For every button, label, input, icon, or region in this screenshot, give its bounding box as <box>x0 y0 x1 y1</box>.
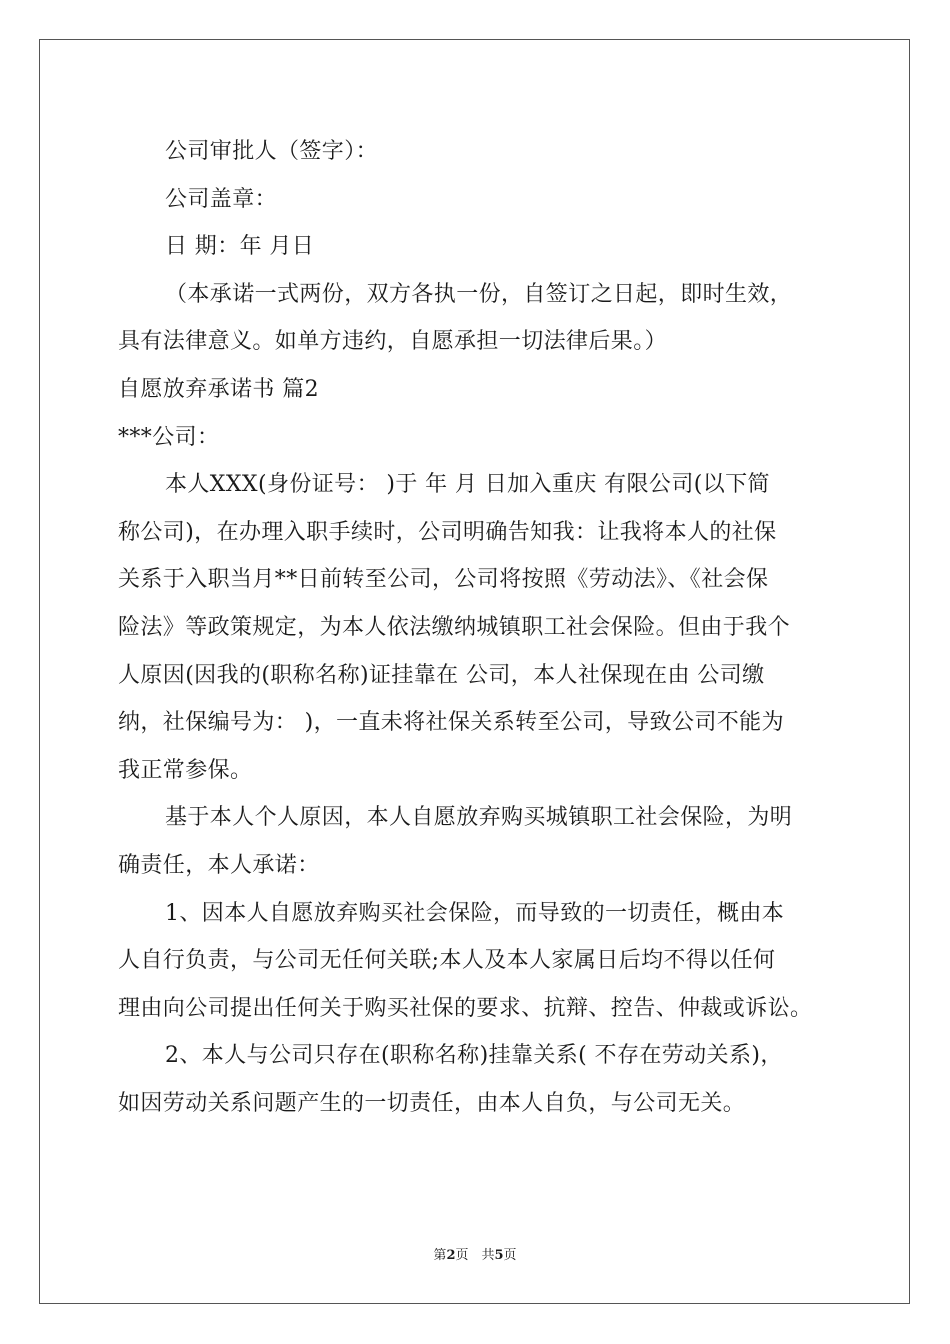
page-number-footer <box>0 1246 950 1266</box>
commitment-1-line-3: 理由向公司提出任何关于购买社保的要求、抗辩、控告、仲裁或诉讼。 <box>118 995 813 1021</box>
total-page-number: 5 <box>494 1248 504 1263</box>
commitment-2-line-2: 如因劳动关系问题产生的一切责任，由本人自负，与公司无关。 <box>118 1090 746 1116</box>
addressee: ***公司： <box>118 424 220 450</box>
paragraph-1-line-7: 我正常参保。 <box>118 757 253 783</box>
paragraph-2-line-2: 确责任，本人承诺： <box>118 852 320 878</box>
paragraph-2-line-1: 基于本人个人原因，本人自愿放弃购买城镇职工社会保险，为明 <box>165 805 793 831</box>
page-suffix: 页 <box>503 1248 517 1263</box>
paragraph-1-line-1: 本人XXX(身份证号： )于 年 月 日加入重庆 有限公司(以下简 <box>165 472 770 498</box>
company-seal-line: 公司盖章： <box>165 186 278 212</box>
paragraph-1-line-4: 险法》等政策规定，为本人依法缴纳城镇职工社会保险。但由于我个 <box>118 614 791 640</box>
commitment-1-line-1: 1、因本人自愿放弃购买社会保险，而导致的一切责任，概由本 <box>165 900 785 926</box>
approver-signature-line: 公司审批人（签字）： <box>165 139 379 164</box>
commitment-2-line-1: 2、本人与公司只存在(职称名称)挂靠关系( 不存在劳动关系)， <box>165 1043 783 1069</box>
validity-note-line-1: （本承诺一式两份，双方各执一份，自签订之日起，即时生效， <box>165 281 793 307</box>
document-body <box>118 128 853 1127</box>
section-title: 自愿放弃承诺书 篇2 <box>118 376 319 402</box>
page-mid: 页 共 <box>455 1248 495 1263</box>
paragraph-1-line-5: 人原因(因我的(职称名称)证挂靠在 公司，本人社保现在由 公司缴 <box>118 662 765 688</box>
date-line: 日 期：年 月日 <box>165 234 315 260</box>
page-prefix: 第 <box>433 1248 447 1263</box>
paragraph-1-line-6: 纳，社保编号为： )，一直未将社保关系转至公司，导致公司不能为 <box>118 710 784 736</box>
paragraph-1-line-3: 关系于入职当月**日前转至公司，公司将按照《劳动法》、《社会保 <box>118 567 769 593</box>
validity-note-line-2: 具有法律意义。如单方违约，自愿承担一切法律后果。） <box>118 329 668 355</box>
paragraph-1-line-2: 称公司)，在办理入职手续时，公司明确告知我：让我将本人的社保 <box>118 519 777 545</box>
commitment-1-line-2: 人自行负责，与公司无任何关联;本人及本人家属日后均不得以任何 <box>118 948 776 974</box>
current-page-number: 2 <box>446 1248 456 1263</box>
